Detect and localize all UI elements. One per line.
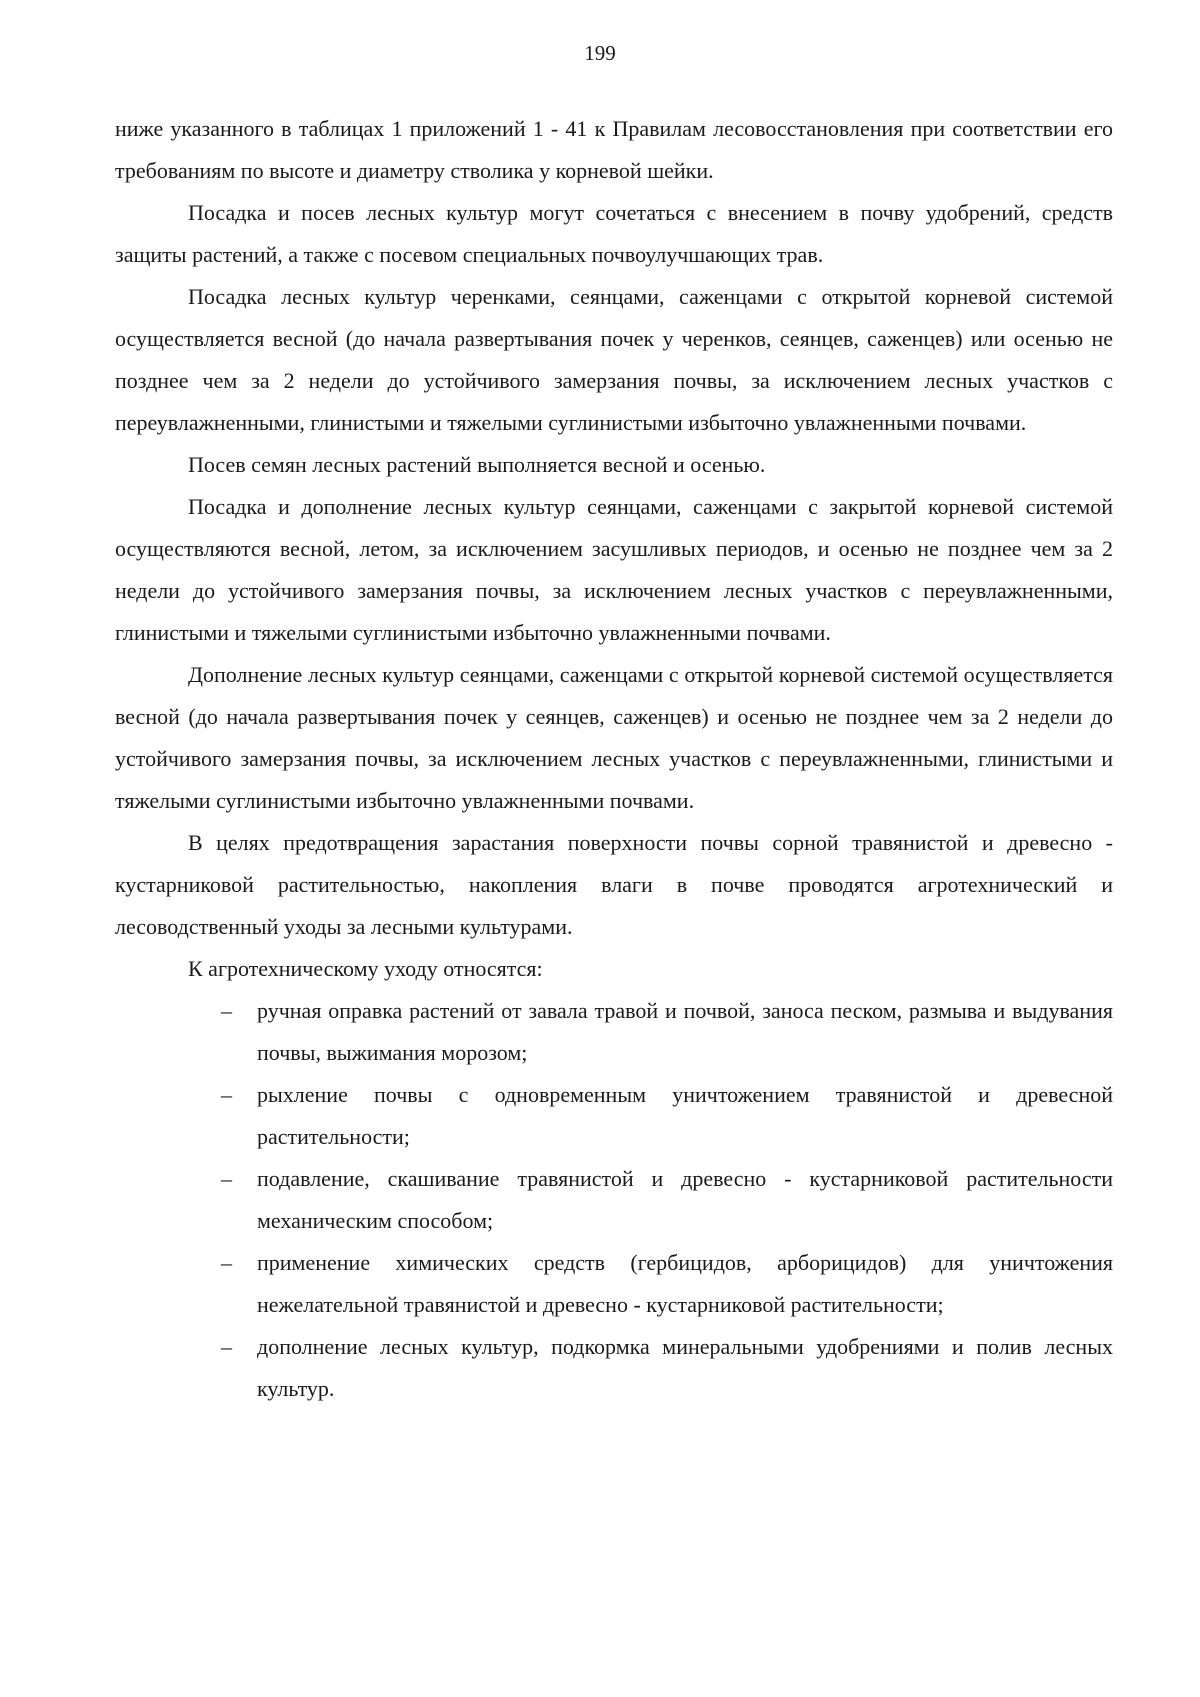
list-item: [221, 1326, 1113, 1410]
list-item: [221, 1074, 1113, 1158]
paragraph-continuation: ниже указанного в таблицах 1 приложений 1 - 41 к Правилам лесовосстановления при соответствии его требованиям по высоте и диаметру стволика у корневой шейки.: [115, 116, 1113, 183]
document-body: [115, 108, 1113, 1410]
list-dash: –: [221, 1082, 232, 1107]
page-number: 199: [584, 41, 616, 65]
list-item-text: дополнение лесных культур, подкормка минеральными удобрениями и полив лесных культур.: [257, 1334, 1113, 1401]
paragraph-list-intro: К агротехническому уходу относятся:: [188, 956, 543, 981]
list-item-text: ручная оправка растений от завала травой и почвой, заноса песком, размыва и выдувания почвы, выжимания морозом;: [257, 998, 1113, 1065]
list-dash: –: [221, 1250, 232, 1275]
care-measures-list: [115, 990, 1113, 1410]
list-dash: –: [221, 1166, 232, 1191]
list-dash: –: [221, 998, 232, 1023]
paragraph-closed-root-planting: Посадка и дополнение лесных культур сеянцами, саженцами с закрытой корневой системой осуществляются весной, летом, за исключением засушливых периодов, и осенью не позднее чем за 2 недели до устойчивого замерзания почвы, за исключением лесных участков с переувлажненными, глинистыми и тяжелыми суглинистыми избыточно увлажненными почвами.: [115, 494, 1113, 645]
list-item-text: подавление, скашивание травянистой и древесно - кустарниковой растительности механическим способом;: [257, 1166, 1113, 1233]
paragraph-open-root-planting: Посадка лесных культур черенками, сеянцами, саженцами с открытой корневой системой осуществляется весной (до начала развертывания почек у черенков, сеянцев, саженцев) или осенью не позднее чем за 2 недели до устойчивого замерзания почвы, за исключением лесных участков с переувлажненными, глинистыми и тяжелыми суглинистыми избыточно увлажненными почвами.: [115, 284, 1113, 435]
list-dash: –: [221, 1334, 232, 1359]
paragraph-sowing: Посев семян лесных растений выполняется весной и осенью.: [188, 452, 766, 477]
list-item: [221, 1242, 1113, 1326]
list-item: [221, 990, 1113, 1074]
list-item-text: применение химических средств (гербицидов, арборицидов) для уничтожения нежелательной травянистой и древесно - кустарниковой растительности;: [257, 1250, 1113, 1317]
paragraph-open-root-supplement: Дополнение лесных культур сеянцами, саженцами с открытой корневой системой осуществляется весной (до начала развертывания почек у сеянцев, саженцев) и осенью не позднее чем за 2 недели до устойчивого замерзания почвы, за исключением лесных участков с переувлажненными, глинистыми и тяжелыми суглинистыми избыточно увлажненными почвами.: [115, 662, 1113, 813]
list-item: [221, 1158, 1113, 1242]
paragraph-care-purpose: В целях предотвращения зарастания поверхности почвы сорной травянистой и древесно - кустарниковой растительностью, накопления влаги в почве проводятся агротехнический и лесоводственный уходы за лесными культурами.: [115, 830, 1113, 939]
list-item-text: рыхление почвы с одновременным уничтожением травянистой и древесной растительности;: [257, 1082, 1113, 1149]
paragraph-fertilizers: Посадка и посев лесных культур могут сочетаться с внесением в почву удобрений, средств защиты растений, а также с посевом специальных почвоулучшающих трав.: [115, 200, 1113, 267]
